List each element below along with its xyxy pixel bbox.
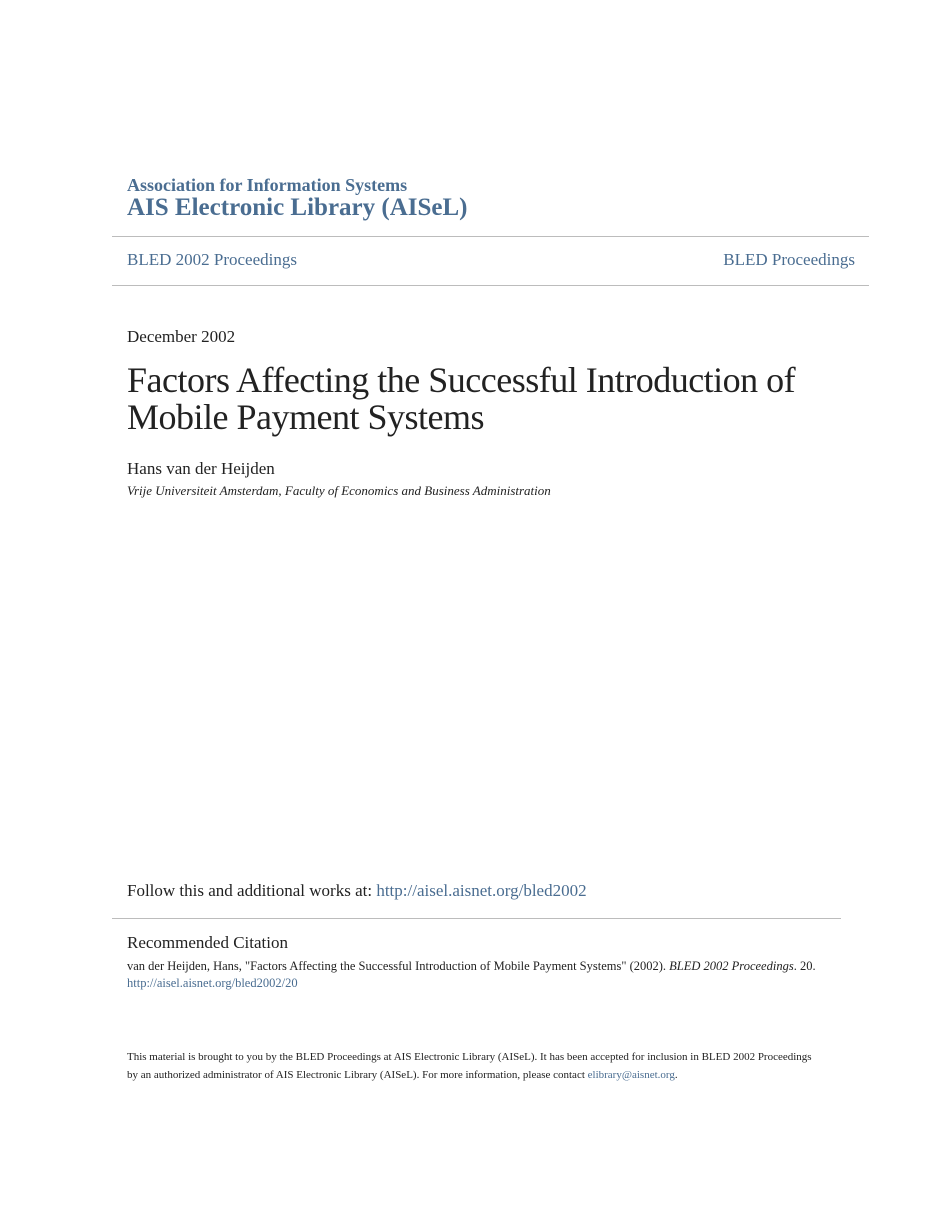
follow-link[interactable]: http://aisel.aisnet.org/bled2002 (376, 881, 587, 900)
citation-text: van der Heijden, Hans, "Factors Affecting the Successful Introduction of Mobile Payment Systems" (2002). (127, 959, 670, 973)
footer-end: . (674, 1069, 678, 1081)
nav-divider (112, 285, 869, 286)
library-name[interactable]: AIS Electronic Library (AISeL) (127, 194, 468, 221)
follow-label: Follow this and additional works at: (127, 881, 377, 900)
header-divider (112, 236, 869, 237)
publication-date: December 2002 (127, 327, 236, 346)
citation-link[interactable]: http://aisel.aisnet.org/bled2002/20 (127, 976, 298, 990)
citation-heading: Recommended Citation (127, 933, 288, 952)
citation-source: BLED 2002 Proceedings (669, 959, 794, 973)
citation-text-end: . 20. (793, 959, 816, 973)
footer-notice (127, 1048, 817, 1084)
contact-email-link[interactable]: elibrary@aisnet.org (587, 1069, 675, 1081)
author-affiliation: Vrije Universiteit Amsterdam, Faculty of Economics and Business Administration (127, 483, 551, 498)
paper-title: Factors Affecting the Successful Introduction of Mobile Payment Systems (127, 360, 796, 437)
citation-block (127, 958, 827, 992)
series-link[interactable]: BLED Proceedings (723, 250, 855, 269)
follow-divider (112, 918, 841, 919)
footer-text: This material is brought to you by the BLED Proceedings at AIS Electronic Library (AISeL). It has been accepted for inclusion in BLED 2002 Proceedings by an authorized administrator of AIS Electronic Library (AISeL). For more information, please contact (127, 1051, 812, 1081)
follow-line (127, 881, 587, 901)
collection-link[interactable]: BLED 2002 Proceedings (127, 250, 297, 269)
org-name[interactable]: Association for Information Systems (127, 175, 408, 195)
author-name: Hans van der Heijden (127, 459, 275, 478)
